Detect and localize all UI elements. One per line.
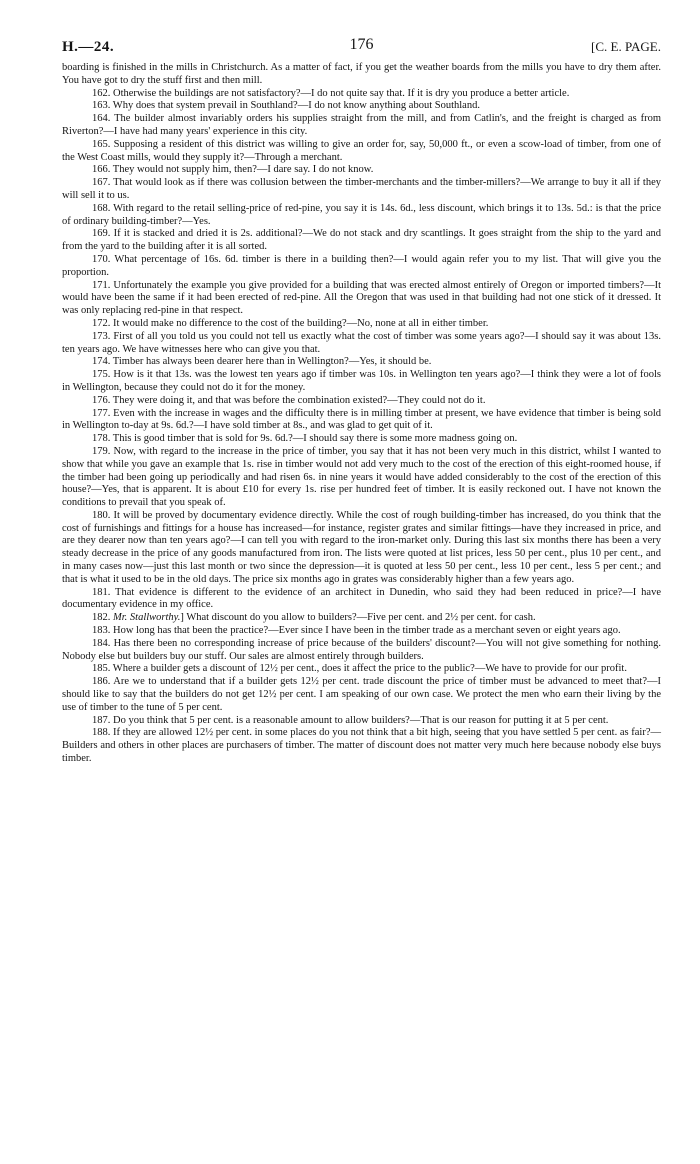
- question-174: 174. Timber has always been dearer here than in Wellington?—Yes, it should be.: [92, 356, 432, 368]
- question-163: 163. Why does that system prevail in Southland?—I do not know anything about Southland.: [92, 100, 480, 112]
- question-187: 187. Do you think that 5 per cent. is a reasonable amount to allow builders?—That is our reason for putting it at 5 per cent.: [92, 714, 609, 726]
- question-172: 172. It would make no difference to the cost of the building?—No, none at all in either timber.: [92, 317, 489, 329]
- question-178: 178. This is good timber that is sold for 9s. 6d.?—I should say there is some more madness going on.: [92, 433, 518, 445]
- speaker-name: Mr. Stallworthy.: [113, 612, 181, 624]
- question-173: 173. First of all you told us you could not tell us exactly what the cost of timber was some years ago?—I should say it was about 13s. ten years ago. We have witnesses here who can give you that.: [62, 330, 661, 355]
- page-body: [62, 62, 661, 766]
- question-169: 169. If it is stacked and dried it is 2s. additional?—We do not stack and dry scantlings. It goes straight from the ship to the yard and from the yard to the building after it is all sorted.: [62, 228, 661, 253]
- question-177: 177. Even with the increase in wages and the difficulty there is in milling timber at present, we have evidence that timber is being sold in Wellington to-day at 9s. 6d.?—I have sold timber at 8s., and was glad to get quit of it.: [62, 407, 661, 432]
- question-181: 181. That evidence is different to the evidence of an architect in Dunedin, who said they had been reduced in price?—I have documentary evidence in my office.: [62, 586, 661, 611]
- question-185: 185. Where a builder gets a discount of 12½ per cent., does it affect the price to the public?—We have to provide for our profit.: [92, 663, 627, 675]
- paper-reference: H.—24.: [62, 39, 115, 55]
- question-171: 171. Unfortunately the example you give provided for a building that was erected almost entirely of Oregon or imported timbers?—It would have been the same if it had been erected of red-pine. All the Oregon that was used in that building had not one stick of it dressed. It was only replacing red-pine in that respect.: [62, 279, 661, 317]
- question-182: 182. Mr. Stallworthy.] What discount do you allow to builders?—Five per cent. and 2½ per cent. for cash.: [92, 612, 536, 624]
- question-183: 183. How long has that been the practice?—Ever since I have been in the timber trade as a merchant seven or eight years ago.: [92, 625, 621, 637]
- question-167: 167. That would look as if there was collusion between the timber-merchants and the timber-millers?—We arrange to buy it all if they will sell it to us.: [62, 177, 661, 201]
- question-165: 165. Supposing a resident of this district was willing to give an order for, say, 50,000 ft., or even a scow-load of timber, from one of the West Coast mills, would they supply it?—Through a merchant.: [62, 138, 661, 163]
- question-179: 179. Now, with regard to the increase in the price of timber, you say that it has not been very much in this district, whilst I wanted to show that while you gave an example that 1s. rise in timber would not add very much to the cost of the erection of this eight-roomed house, if the timber had been going up periodically and had risen 6s. in nine years it would have added considerably to the cost of the erection of this house?—Yes, that is apparent. It is about £10 for every 1s. rise per hundred feet of timber. It is easily reckoned out. I have not known the conditions to prevail that you speak of.: [62, 445, 661, 509]
- question-162: 162. Otherwise the buildings are not satisfactory?—I do not quite say that. If it is dry you produce a better article.: [92, 87, 570, 99]
- question-164: 164. The builder almost invariably orders his supplies straight from the mill, and from Catlin's, and the freight is charged as from Riverton?—I have had many years' experience in this city.: [62, 113, 661, 137]
- page-number: 176: [349, 36, 374, 53]
- page-header: [62, 36, 661, 62]
- question-170: 170. What percentage of 16s. 6d. timber is there in a building then?—I would again refer you to my list. That will give you the proportion.: [62, 253, 661, 278]
- question-175: 175. How is it that 13s. was the lowest ten years ago if timber was 10s. in Wellington ten years ago?—I think they were a lot of fools in Wellington, because they could not do it for the money.: [62, 369, 661, 393]
- question-184: 184. Has there been no corresponding increase of price because of the builders' discount?—You will not give something for nothing. Nobody else but builders buy our stuff. Our sales are almost entirely through builders.: [62, 637, 661, 662]
- question-166: 166. They would not supply him, then?—I dare say. I do not know.: [92, 164, 374, 176]
- paragraph-continued: boarding is finished in the mills in Christchurch. As a matter of fact, if you get the weather boards from the mills you have to dry them after. You have got to dry the stuff first and then mill.: [62, 62, 661, 86]
- question-168: 168. With regard to the retail selling-price of red-pine, you say it is 14s. 6d., less discount, which brings it to 13s. 5d.: is that the price of ordinary building-timber?—Yes.: [62, 202, 661, 227]
- question-188: 188. If they are allowed 12½ per cent. in some places do you not think that a bit high, seeing that you have settled 5 per cent. as fair?—Builders and others in other places are purchasers of timber. The matter of discount does not matter very much here because nobody else buys timber.: [62, 727, 661, 765]
- question-176: 176. They were doing it, and that was before the combination existed?—They could not do it.: [92, 394, 486, 406]
- witness-name: [C. E. PAGE.: [591, 39, 661, 54]
- question-186: 186. Are we to understand that if a builder gets 12½ per cent. trade discount the price of timber must be advanced to meet that?—I should like to say that the builders do not get 12½ per cent. I am speaking of our own case. We protect the men who earn their living by the use of timber to the tune of 5 per cent.: [62, 676, 661, 713]
- question-180: 180. It will be proved by documentary evidence directly. While the cost of rough building-timber has increased, do you think that the cost of furnishings and fittings for a house has increased—for instance, register grates and similar fittings—have they increased in price, and are they dearer now than ten years ago?—I can tell you with regard to the iron-market only. During this last six months there has been a very steady decrease in the price of any goods manufactured from iron. The lists were quoted at list prices, less 50 per cent., plus 10 per cent., and in many cases now—just this last month or two since the depression—it is quoted at less 50 per cent., less 10 per cent., less 5 per cent.; and that is what it used to be in the old days. The price six months ago in grates was considerably higher than a few years ago.: [62, 509, 661, 585]
